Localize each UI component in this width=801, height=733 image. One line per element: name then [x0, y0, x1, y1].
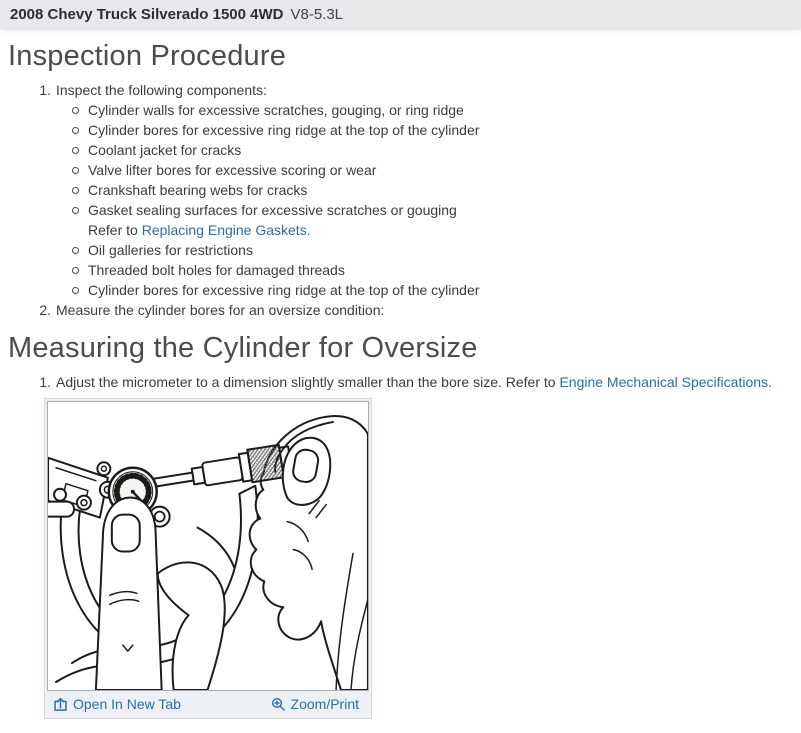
micrometer-illustration: [47, 401, 369, 691]
measuring-step-1: [36, 372, 793, 392]
list-item: [70, 120, 793, 140]
step-text: Inspect the following components:: [56, 81, 267, 98]
inspection-step-1: [36, 80, 793, 100]
list-item: [70, 100, 793, 120]
list-item: [70, 200, 793, 240]
step-number: 2.: [39, 301, 51, 318]
bullet-text: Gasket sealing surfaces for excessive scratches or gouging: [88, 201, 457, 218]
step-text: Measure the cylinder bores for an oversize condition:: [56, 301, 385, 318]
vehicle-title: 2008 Chevy Truck Silverado 1500 4WD: [10, 5, 284, 23]
step-number: 1.: [39, 81, 51, 98]
open-in-new-tab-label: Open In New Tab: [73, 696, 181, 713]
inspection-bullet-list: [8, 100, 793, 300]
engine-label: V8-5.3L: [290, 5, 344, 23]
step-number: 1.: [39, 373, 51, 390]
figure-action-bar: [45, 691, 371, 718]
inspection-procedure-heading: Inspection Procedure: [8, 40, 287, 72]
bullet-text: Oil galleries for restrictions: [88, 241, 253, 258]
list-item: [70, 260, 793, 280]
list-item: [70, 160, 793, 180]
bullet-text: Threaded bolt holes for damaged threads: [88, 261, 345, 278]
list-item: [70, 140, 793, 160]
inspection-step-2: [36, 300, 793, 320]
refer-prefix: Refer to: [88, 221, 142, 238]
open-in-new-tab-link[interactable]: [53, 696, 181, 712]
illustration-panel: [44, 398, 372, 719]
bullet-text: Cylinder bores for excessive ring ridge at the top of the cylinder: [88, 281, 480, 298]
bullet-text: Cylinder walls for excessive scratches, gouging, or ring ridge: [88, 101, 464, 118]
zoom-print-link[interactable]: [271, 696, 359, 712]
step-text: [56, 372, 793, 392]
list-item: [70, 240, 793, 260]
step-text-before-link: Adjust the micrometer to a dimension slightly smaller than the bore size. Refer to: [56, 373, 560, 390]
zoom-print-label: Zoom/Print: [290, 696, 359, 713]
magnifier-plus-icon: [271, 697, 286, 712]
box-arrow-up-icon: [53, 697, 68, 712]
vehicle-header-bar: [0, 0, 801, 28]
bullet-text: Coolant jacket for cracks: [88, 141, 242, 158]
micrometer-drawing: [48, 402, 368, 690]
list-item: [70, 180, 793, 200]
refer-note: [88, 220, 793, 240]
bullet-text: Crankshaft bearing webs for cracks: [88, 181, 308, 198]
replacing-engine-gaskets-link[interactable]: Replacing Engine Gaskets.: [141, 221, 311, 238]
bullet-text: Valve lifter bores for excessive scoring or wear: [88, 161, 377, 178]
list-item: [70, 280, 793, 300]
engine-mechanical-specifications-link[interactable]: Engine Mechanical Specifications.: [559, 373, 772, 390]
bullet-text: Cylinder bores for excessive ring ridge at the top of the cylinder: [88, 121, 480, 138]
article-content: [0, 41, 801, 719]
measuring-oversize-heading: Measuring the Cylinder for Oversize: [8, 331, 478, 364]
